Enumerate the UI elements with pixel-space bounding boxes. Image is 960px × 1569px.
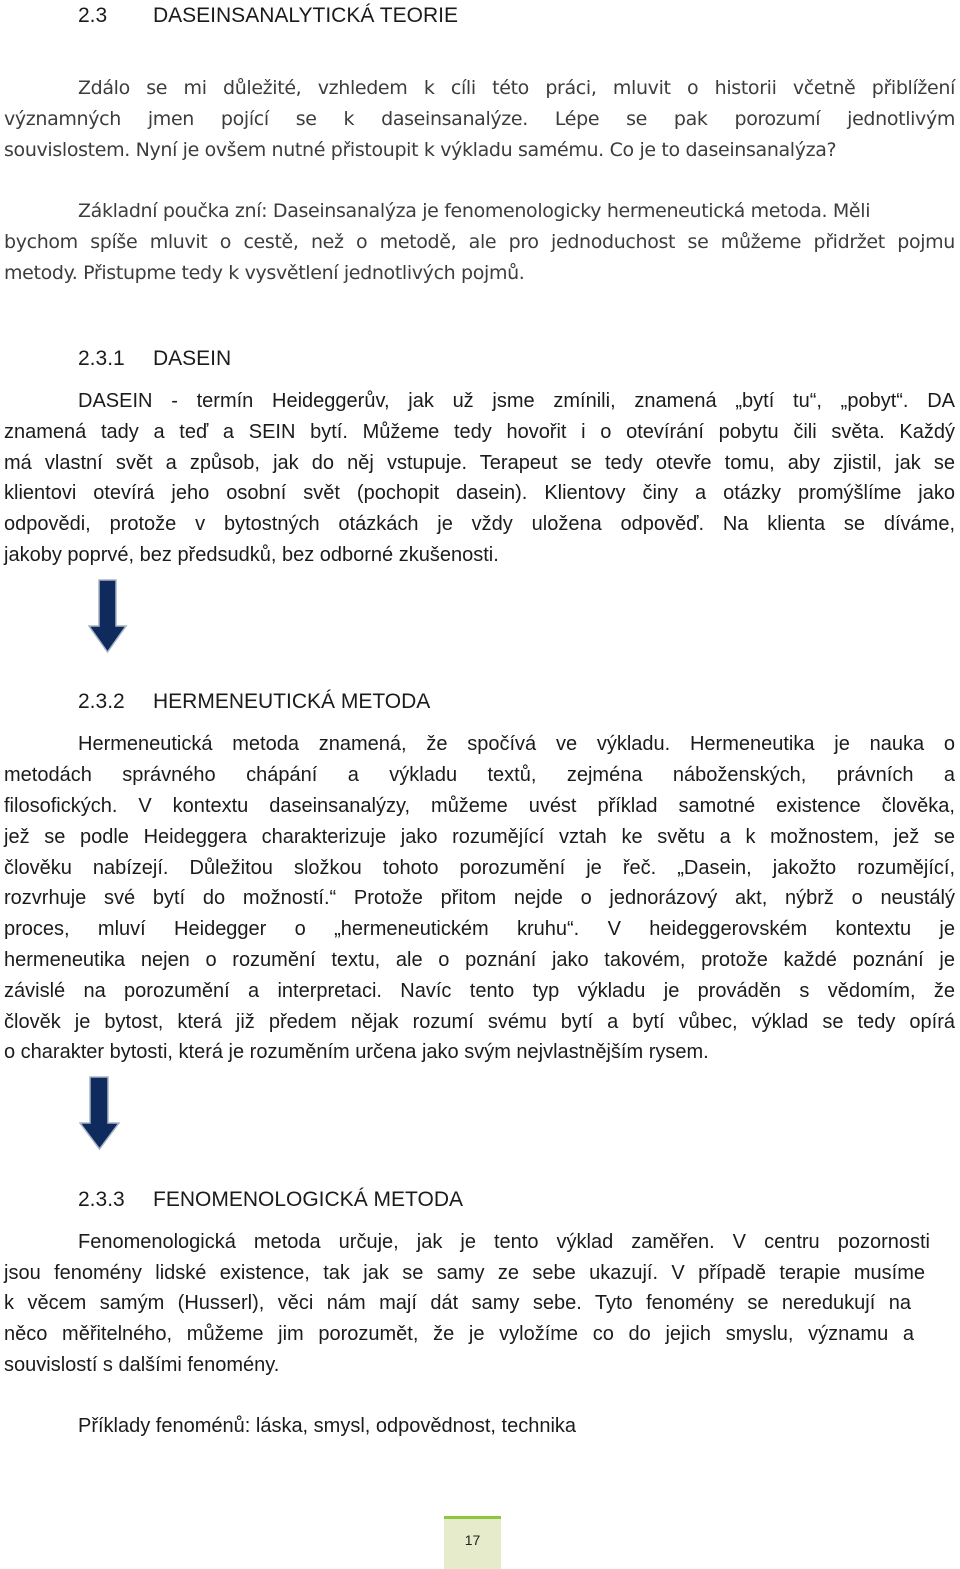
hermeneutic-line: o charakter bytosti, která je rozuměním určena jako svým nejvlastnějším rysem. [4, 1041, 709, 1063]
basic-line: Základní poučka zní: Daseinsanalýza je fenomenologicky hermeneutická metoda. Měli [78, 200, 871, 222]
hermeneutic-line: proces, mluví Heidegger o „hermeneutickém kruhu“. V heideggerovském kontextu je [4, 918, 955, 940]
hermeneutic-line: hermeneutika nejen o rozumění textu, ale o poznání jako takovém, protože každé poznání je [4, 949, 955, 971]
hermeneutic-line: Hermeneutická metoda znamená, že spočívá ve výkladu. Hermeneutika je nauka o [78, 733, 955, 755]
section-heading [78, 3, 878, 29]
subsection-number: 2.3.2 [78, 690, 125, 713]
section-number: 2.3 [78, 4, 108, 27]
phenomena-examples: Příklady fenoménů: láska, smysl, odpovědnost, technika [78, 1415, 577, 1437]
hermeneutic-line: rozvrhuje své bytí do možností.“ Protože přitom nejde o jednorázový akt, nýbrž o neustálý [4, 887, 955, 909]
subsection-heading-dasein [78, 346, 878, 372]
hermeneutic-line: závislé na porozumění a interpretaci. Navíc tento typ výkladu je prováděn s vědomím, že [4, 980, 955, 1002]
basic-line: metody. Přistupme tedy k vysvětlení jednotlivých pojmů. [4, 262, 525, 284]
subsection-number: 2.3.3 [78, 1188, 125, 1211]
down-arrow-icon [79, 1075, 121, 1151]
section-title: DASEINSANALYTICKÁ TEORIE [153, 4, 458, 27]
subsection-heading-hermeneutic [78, 689, 878, 715]
basic-line: bychom spíše mluvit o cestě, než o metodě, ale pro jednoduchost se můžeme přidržet pojmu [4, 231, 955, 253]
phenomenological-line: jsou fenomény lidské existence, tak jak se samy ze sebe ukazují. V případě terapie musíme [4, 1262, 925, 1284]
intro-line: Zdálo se mi důležité, vzhledem k cíli této práci, mluvit o historii včetně přiblížení [78, 77, 955, 99]
intro-line: souvislostem. Nyní je ovšem nutné přistoupit k výkladu samému. Co je to daseinsanalýza? [4, 139, 837, 161]
subsection-title: HERMENEUTICKÁ METODA [153, 690, 431, 713]
phenomenological-line: Fenomenologická metoda určuje, jak je tento výklad zaměřen. V centru pozornosti [78, 1231, 930, 1253]
dasein-line: klientovi otevírá jeho osobní svět (pochopit dasein). Klientovy činy a otázky promýšlíme jako [4, 482, 955, 504]
down-arrow-icon [88, 578, 128, 654]
intro-line: významných jmen pojící se k daseinsanalýze. Lépe se pak porozumí jednotlivým [4, 108, 955, 130]
dasein-line: odpovědi, protože v bytostných otázkách je vždy uložena odpověď. Na klienta se díváme, [4, 513, 955, 535]
subsection-heading-phenomenological [78, 1187, 878, 1213]
hermeneutic-line: metodách správného chápání a výkladu textů, zejména náboženských, právních a [4, 764, 955, 786]
phenomenological-line: něco měřitelného, můžeme jim porozumět, že je vyložíme co do jejich smyslu, významu a [4, 1323, 914, 1345]
page-number: 17 [464, 1532, 481, 1548]
dasein-line: DASEIN - termín Heideggerův, jak už jsme zmínili, znamená „bytí tu“, „pobyt“. DA [78, 390, 955, 412]
dasein-line: má vlastní svět a způsob, jak do něj vstupuje. Terapeut se tedy otevře tomu, aby zjistil, jak se [4, 452, 955, 474]
page-number-box [444, 1516, 501, 1569]
subsection-title: FENOMENOLOGICKÁ METODA [153, 1188, 463, 1211]
phenomenological-line: k věcem samým (Husserl), věci nám mají dát samy sebe. Tyto fenomény se neredukují na [4, 1292, 911, 1314]
phenomenological-line: souvislostí s dalšími fenomény. [4, 1354, 280, 1376]
subsection-title: DASEIN [153, 347, 232, 370]
hermeneutic-line: jež se podle Heideggera charakterizuje jako rozumějící vztah ke světu a k možnostem, jež se [4, 826, 955, 848]
dasein-line: jakoby poprvé, bez předsudků, bez odborné zkušenosti. [4, 544, 499, 566]
dasein-line: znamená tady a teď a SEIN bytí. Můžeme tedy hovořit i o otevírání pobytu čili světa. Každý [4, 421, 955, 443]
hermeneutic-line: člověk je bytost, která již předem nějak rozumí svému bytí a bytí vůbec, výklad se tedy opírá [4, 1011, 955, 1033]
subsection-number: 2.3.1 [78, 347, 125, 370]
hermeneutic-line: filosofických. V kontextu daseinsanalýzy, můžeme uvést příklad samotné existence člověka, [4, 795, 955, 817]
hermeneutic-line: člověku nabízejí. Důležitou složkou tohoto porozumění je řeč. „Dasein, jakožto rozumějící, [4, 857, 955, 879]
